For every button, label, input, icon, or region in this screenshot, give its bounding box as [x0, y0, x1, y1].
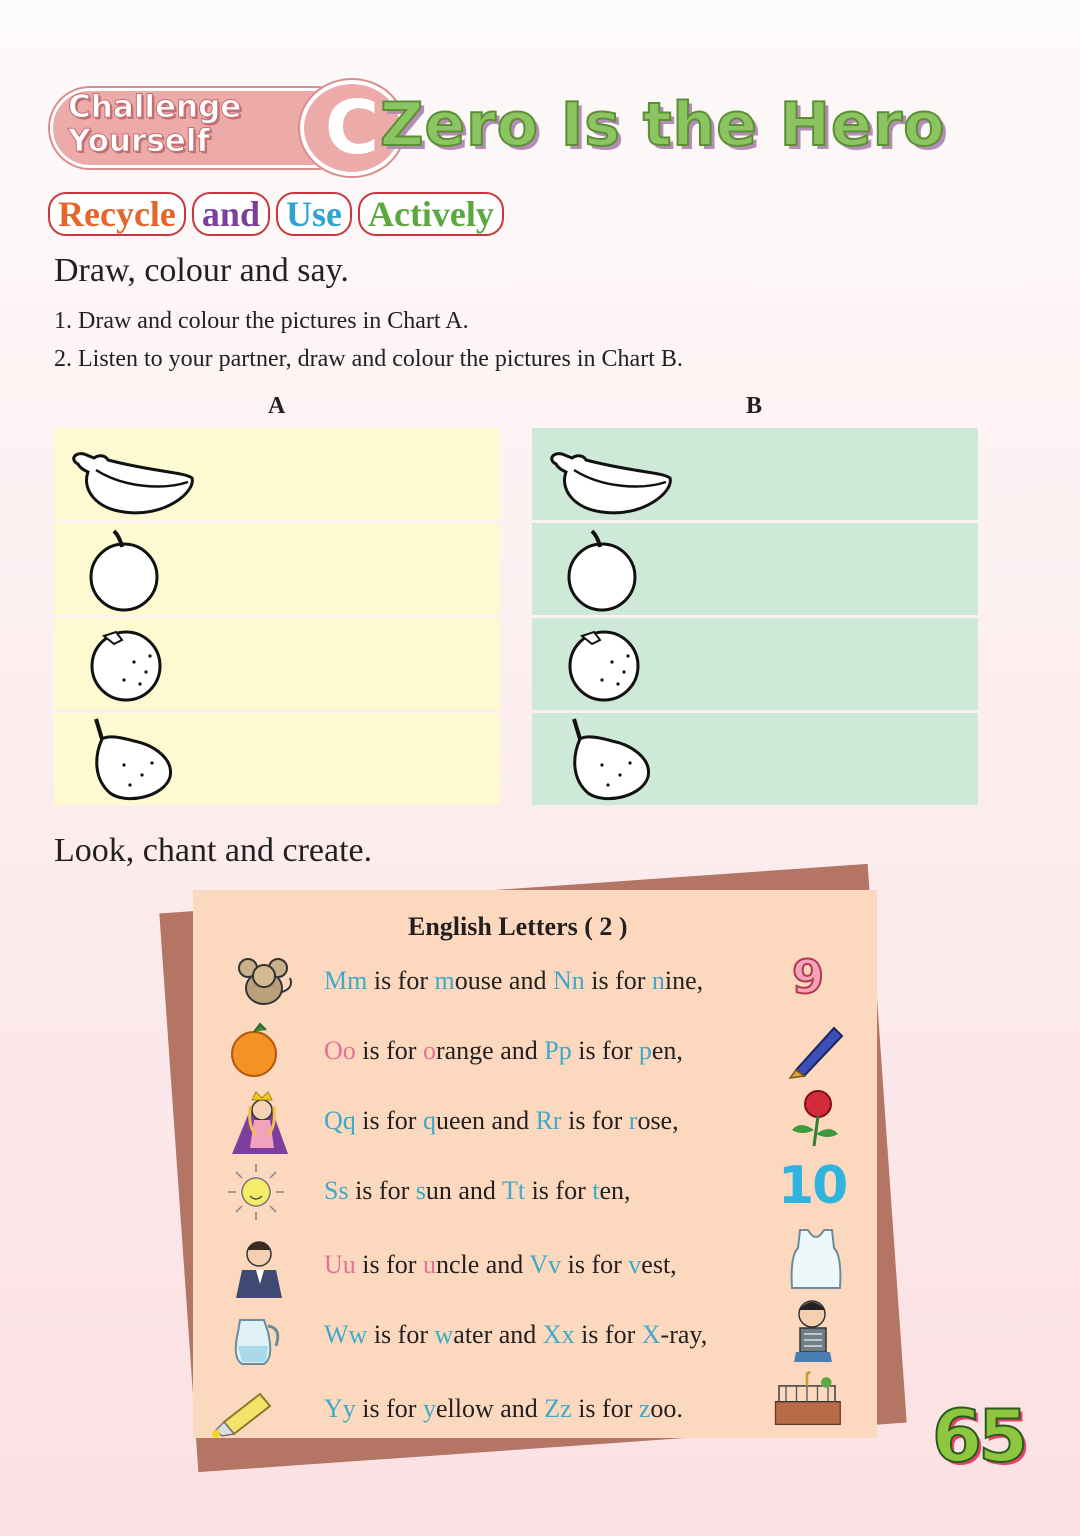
orange-icon: [64, 622, 204, 708]
chart-b-row-pear[interactable]: [532, 713, 978, 805]
recycle-word-2: and: [192, 192, 270, 236]
rose-icon: [780, 1084, 850, 1150]
banana-icon: [542, 432, 682, 518]
page-number-text: 65: [932, 1394, 1025, 1478]
xray-boy-icon: [782, 1296, 852, 1362]
uncle-icon: [226, 1232, 296, 1298]
badge-letter: C: [300, 80, 404, 176]
mouse-icon: [228, 948, 298, 1014]
chart-a-row-orange[interactable]: [54, 618, 500, 710]
page-title: Zero Is the Hero: [380, 90, 946, 160]
chart-b-row-apple[interactable]: [532, 523, 978, 615]
banana-icon: [64, 432, 204, 518]
chant-line-5: Uu is for uncle and Vv is for vest,: [324, 1250, 677, 1279]
chart-b-row-banana[interactable]: [532, 428, 978, 520]
challenge-badge: [50, 80, 380, 171]
chant-line-1: Mm is for mouse and Nn is for nine,: [324, 966, 704, 995]
chart-b-label: B: [746, 393, 763, 419]
chart-a-row-apple[interactable]: [54, 523, 500, 615]
pear-icon: [542, 717, 682, 803]
recycle-word-3: Use: [276, 192, 352, 236]
sun-icon: [224, 1160, 294, 1226]
card-title: English Letters ( 2 ): [408, 912, 628, 941]
recycle-word-4: Actively: [358, 192, 504, 236]
badge-text: Challenge Yourself: [68, 89, 242, 159]
queen-icon: [226, 1088, 296, 1154]
vest-icon: [782, 1226, 852, 1292]
chant-line-7: Yy is for yellow and Zz is for zoo.: [324, 1394, 683, 1423]
recycle-banner: [48, 192, 504, 236]
chant-line-2: Oo is for orange and Pp is for pen,: [324, 1036, 683, 1065]
chart-a: [54, 428, 500, 806]
number-ten: 10: [778, 1156, 847, 1216]
section1-heading: Draw, colour and say.: [54, 252, 349, 289]
yellow-paint-tube-icon: [210, 1378, 280, 1444]
chant-line-6: Ww is for water and Xx is for X-ray,: [324, 1320, 708, 1349]
chart-a-label: A: [268, 393, 286, 419]
apple-icon: [542, 527, 682, 613]
chart-b: [532, 428, 978, 806]
orange-fruit-icon: [226, 1018, 296, 1084]
chart-a-row-banana[interactable]: [54, 428, 500, 520]
zoo-icon: [772, 1366, 842, 1432]
apple-icon: [64, 527, 204, 613]
number-nine: 9: [792, 950, 825, 1004]
orange-icon: [542, 622, 682, 708]
chant-line-4: Ss is for sun and Tt is for ten,: [324, 1176, 631, 1205]
instruction-1: 1. Draw and colour the pictures in Chart A.: [54, 308, 469, 334]
chart-b-row-orange[interactable]: [532, 618, 978, 710]
instruction-2: 2. Listen to your partner, draw and colour the pictures in Chart B.: [54, 346, 683, 372]
chant-line-3: Qq is for queen and Rr is for rose,: [324, 1106, 679, 1135]
water-jug-icon: [224, 1302, 294, 1368]
pen-icon: [782, 1014, 852, 1080]
page-number: [932, 1396, 1032, 1476]
pear-icon: [64, 717, 204, 803]
chart-a-row-pear[interactable]: [54, 713, 500, 805]
section2-heading: Look, chant and create.: [54, 832, 373, 869]
recycle-word-1: Recycle: [48, 192, 186, 236]
